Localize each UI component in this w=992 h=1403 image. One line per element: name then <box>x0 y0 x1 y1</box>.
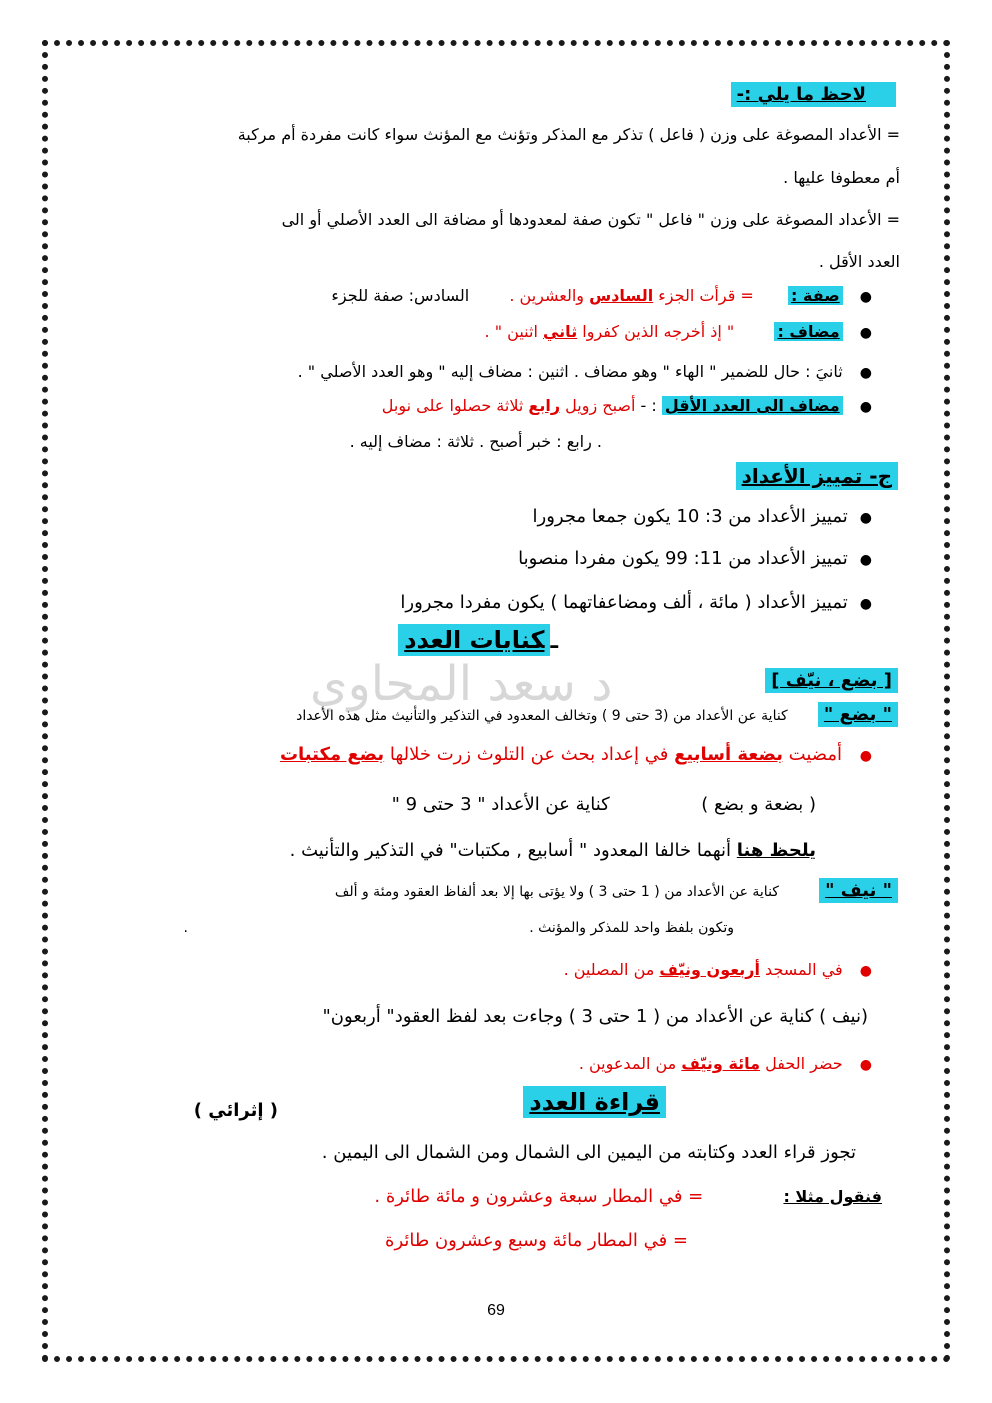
qiraa-heading-label: قراءة العدد <box>523 1086 666 1118</box>
sifa-label: صفة : <box>788 286 843 305</box>
bullet-icon: ● <box>859 510 872 526</box>
page-number: 69 <box>487 1302 505 1319</box>
mudaf-aqal-label: مضاف الى العدد الأقل <box>662 396 843 415</box>
nayyif-note: (نيف ) كناية عن الأعداد من ( 1 حتى 3 ) وجاءت بعد لفظ العقود" أربعون" <box>322 1006 868 1027</box>
kinayat-heading: ـكنايات العدد <box>398 626 558 654</box>
para2-line2: العدد الأقل . <box>818 252 900 271</box>
thani-note-row <box>298 362 872 381</box>
qiraa-heading <box>523 1088 666 1116</box>
sifa-note: السادس: صفة للجزء <box>331 286 470 305</box>
bullet-icon: ● <box>859 325 872 341</box>
nayyif-def-line2: وتكون بلفظ واحد للمذكر والمؤنث . <box>529 920 734 936</box>
watermark: د سعد المحاوي <box>310 656 613 712</box>
tamyeez-heading <box>736 464 898 488</box>
mudaf-label: مضاف : <box>774 322 842 341</box>
qiraa-example2: = في المطار مائة وسبع وعشرون طائرة <box>385 1230 688 1251</box>
bullet-icon: ● <box>859 552 872 568</box>
nayyif-example1-row: ● في المسجد أربعون ونيّف من المصلين . <box>563 960 872 979</box>
bullet-icon: ● <box>859 596 872 612</box>
mudaf-aqal-example: أصبح زويل رابع ثلاثة حصلوا على نوبل <box>381 396 636 415</box>
thani-note: ثانيَ : حال للضمير " الهاء " وهو مضاف . اثنين : مضاف إليه " وهو العدد الأصلي " . <box>297 362 843 381</box>
bid-def-row <box>296 704 898 725</box>
nayyif-def-row <box>335 880 898 901</box>
mudaf-aqal-note: . رابع : خبر أصبح . ثلاثة : مضاف إليه . <box>349 432 602 451</box>
mudaf-aqal-row: ● مضاف الى العدد الأقل : - أصبح زويل رابع ثلاثة حصلوا على نوبل <box>381 396 872 415</box>
bullet-icon: ● <box>859 963 872 979</box>
qiraa-example-label: فنقول مثلا : <box>783 1187 882 1206</box>
kinayat-subheading: [ بضع ، نيّف ] <box>765 670 898 691</box>
tamyeez-item: ●تمييز الأعداد من 11: 99 يكون مفردا منصوبا <box>518 548 872 569</box>
bid-label: " بضع " <box>818 702 898 727</box>
para2-line1: = الأعداد المصوغة على وزن " فاعل " تكون صفة لمعدودها أو مضافة الى العدد الأصلي أو الى <box>281 210 900 229</box>
tamyeez-item: ●تمييز الأعداد من 3: 10 يكون جمعا مجرورا <box>532 506 872 527</box>
para1-line1: = الأعداد المصوغة على وزن ( فاعل ) تذكر مع المذكر وتؤنث مع المؤنث سواء كانت مفردة أم مركبة <box>237 125 900 144</box>
sifa-row <box>331 286 872 305</box>
bid-def: كناية عن الأعداد من (3 حتى 9 ) وتخالف المعدود في التذكير والتأنيث مثل هذه الأعداد <box>296 708 788 724</box>
para1-line2: أم معطوفا عليها . <box>783 168 900 187</box>
sifa-example: = قرأت الجزء السادس والعشرين . <box>509 286 754 305</box>
tamyeez-heading-label: ج- تمييز الأعداد <box>736 462 898 490</box>
bullet-icon: ● <box>859 289 872 305</box>
nayyif-def: كناية عن الأعداد من ( 1 حتى 3 ) ولا يؤتى بها إلا بعد ألفاظ العقود ومئة و ألف <box>334 884 779 900</box>
qiraa-text: تجوز قراء العدد وكتابته من اليمين الى الشمال ومن الشمال الى اليمين . <box>321 1142 856 1163</box>
bid-note-row: ( بضعة و بضع ) كناية عن الأعداد " 3 حتى 9 " <box>391 794 816 815</box>
nayyif-example2-row: ● حضر الحفل مائة ونيّف من المدعوين . <box>578 1054 872 1073</box>
qiraa-example-row <box>374 1186 882 1207</box>
bullet-icon: ● <box>859 365 872 381</box>
bullet-icon: ● <box>859 1057 872 1073</box>
mudaf-row <box>485 322 872 341</box>
qiraa-tag: ( إثرائي ) <box>193 1100 278 1121</box>
nayyif-label: " نيف " <box>819 878 898 903</box>
notice-heading <box>731 84 896 105</box>
notice-heading-label: لاحظ ما يلي :- <box>731 82 896 107</box>
bullet-icon: ● <box>859 399 872 415</box>
nayyif-def-dot: . <box>183 920 188 936</box>
qiraa-example1: = في المطار سبعة وعشرون و مائة طائرة . <box>374 1186 704 1207</box>
bullet-icon: ● <box>859 748 872 764</box>
kinayat-heading-label: كنايات العدد <box>398 624 550 656</box>
notice-label: يلحظ هنا <box>736 840 816 861</box>
tamyeez-item: ●تمييز الأعداد ( مائة ، ألف ومضاعفاتهما ) يكون مفردا مجرورا <box>400 592 872 613</box>
bid-example-row: ● أمضيت بضعة أسابيع في إعداد بحث عن التلوث زرت خلالها بضع مكتبات <box>279 744 872 765</box>
mudaf-example: " إذ أخرجه الذين كفروا ثاني اثنين " . <box>484 322 735 341</box>
notice-row: يلحظ هنا أنهما خالفا المعدود " أسابيع , مكتبات" في التذكير والتأنيث . <box>289 840 816 861</box>
